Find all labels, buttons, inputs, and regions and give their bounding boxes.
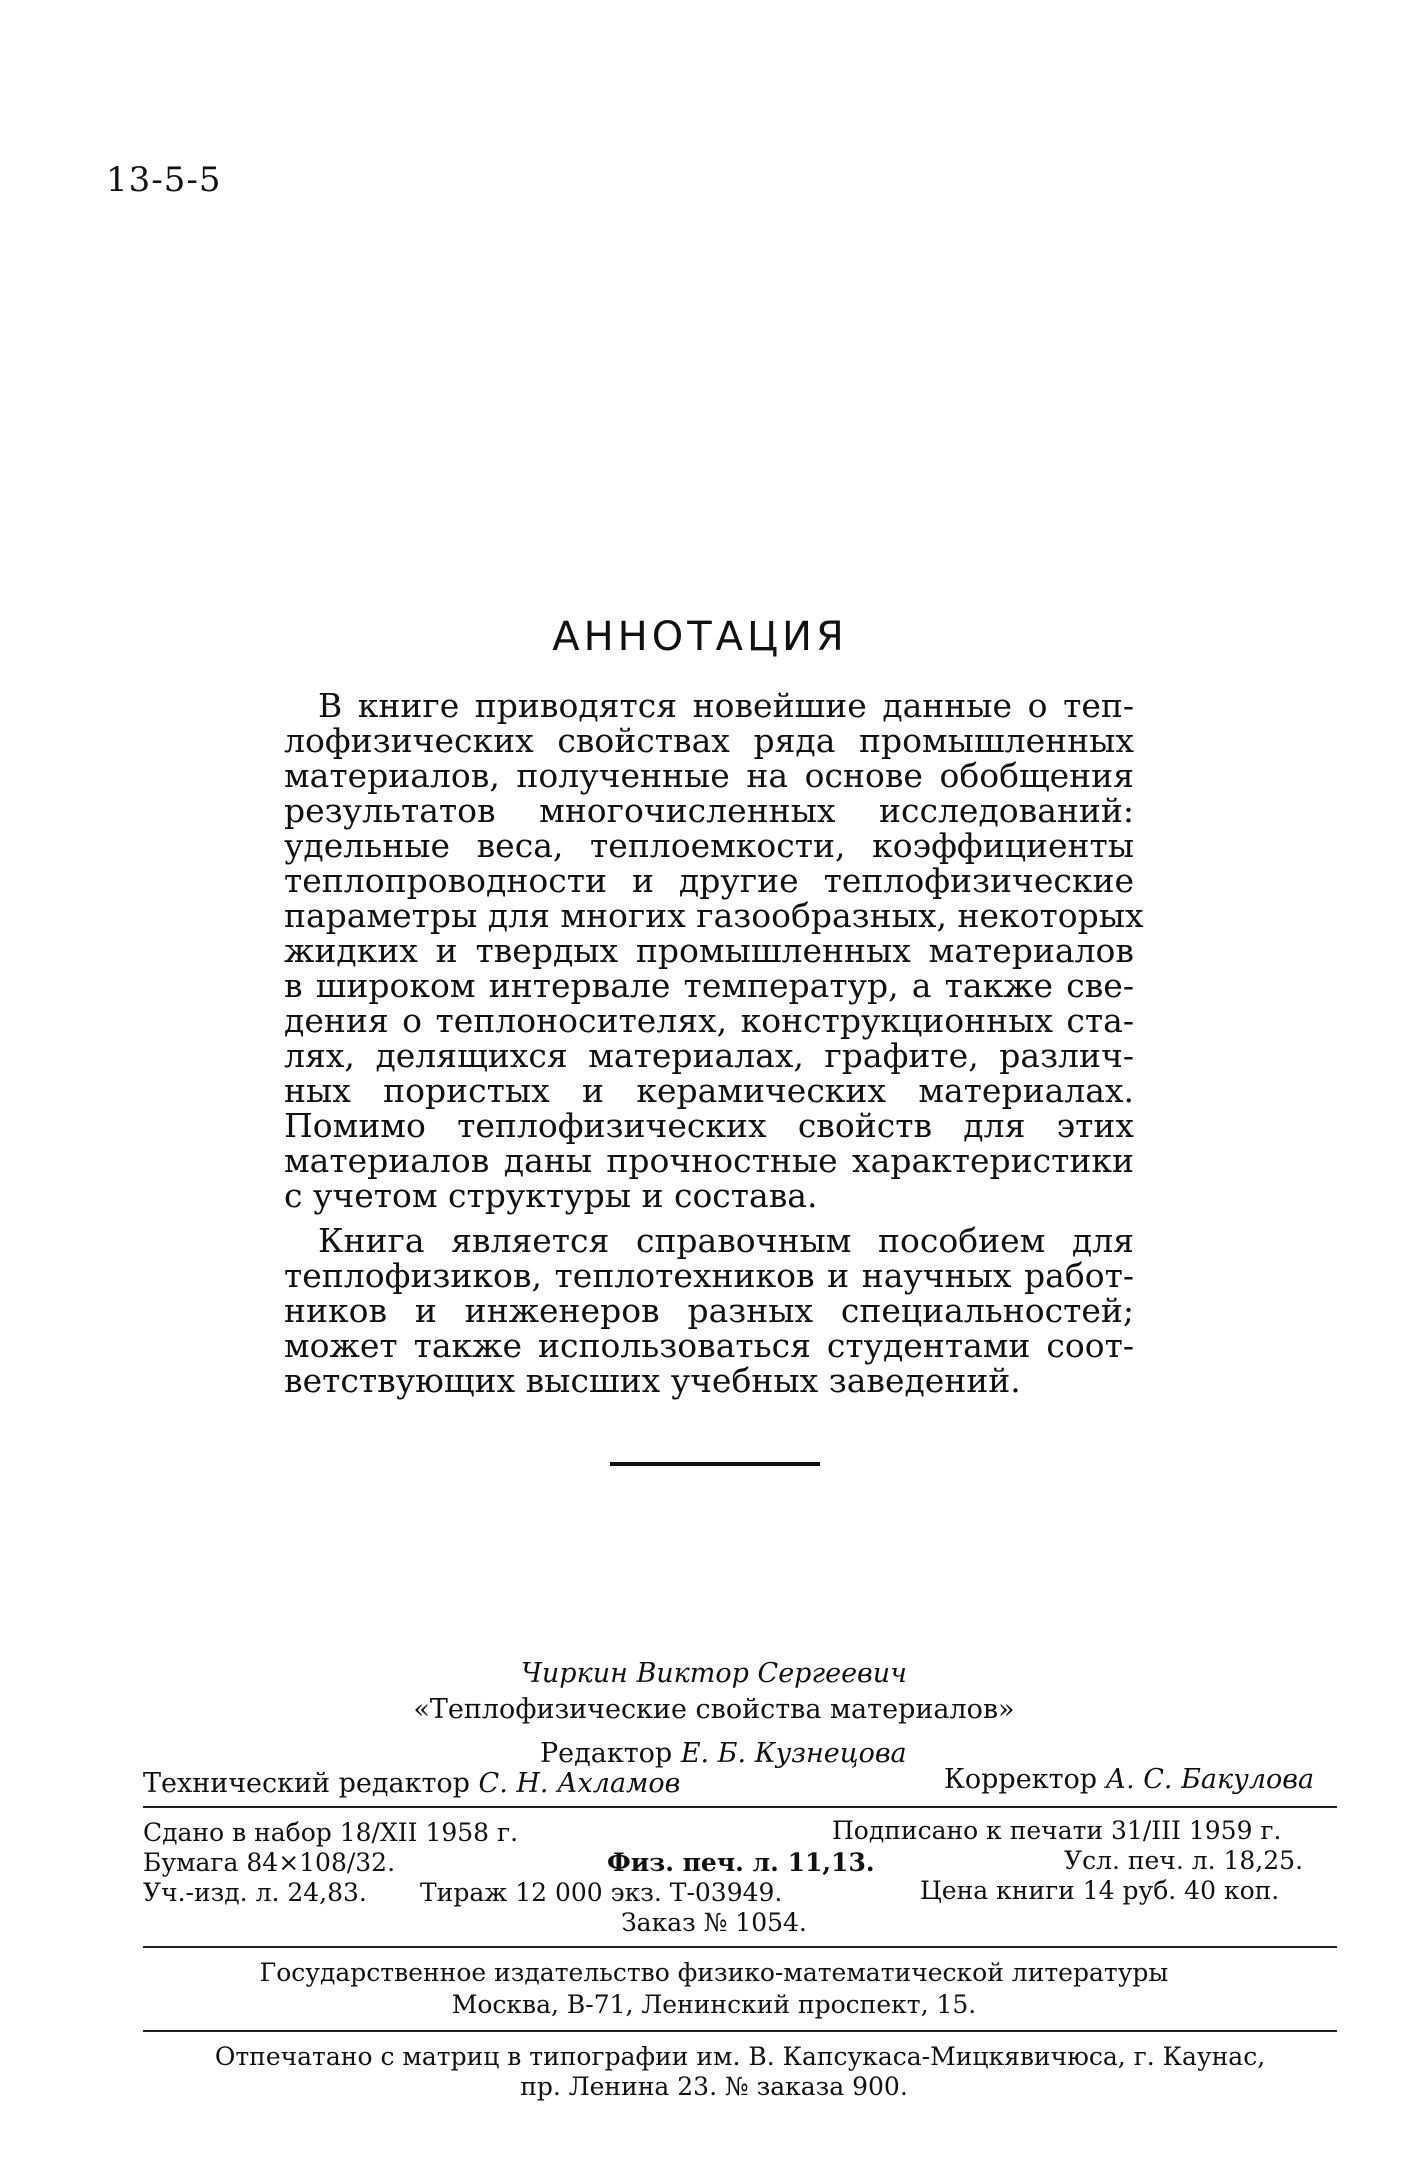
print-run: Тираж 12 000 экз. Т-03949. xyxy=(420,1878,783,1907)
corrector-credit xyxy=(944,1764,1314,1795)
annotation-line: теплофизиков, теплотехников и научных работ- xyxy=(284,1256,1134,1295)
annotation-line: В книге приводятся новейшие данные о теп- xyxy=(318,686,1134,725)
colophon-rule xyxy=(143,2030,1337,2032)
order-number: Заказ № 1054. xyxy=(621,1908,807,1937)
tech-editor-credit xyxy=(143,1768,680,1799)
conditional-sheets: Усл. печ. л. 18,25. xyxy=(1064,1846,1304,1875)
annotation-line: с учетом структуры и состава. xyxy=(284,1176,818,1215)
annotation-line: ных пористых и керамических материалах. xyxy=(284,1071,1134,1110)
colophon-rule xyxy=(143,1806,1337,1808)
annotation-line: материалов, полученные на основе обобщения xyxy=(284,756,1134,795)
annotation-line: Книга является справочным пособием для xyxy=(318,1221,1134,1260)
annotation-line: жидких и твердых промышленных материалов xyxy=(284,931,1134,970)
annotation-line: результатов многочисленных исследований: xyxy=(284,791,1134,830)
annotation-line: материалов даны прочностные характеристики xyxy=(284,1141,1134,1180)
annotation-line: лофизических свойствах ряда промышленных xyxy=(284,721,1134,760)
page-code: 13-5-5 xyxy=(106,160,222,200)
annotation-line: может также использоваться студентами соот- xyxy=(284,1326,1134,1365)
sent-to-type: Сдано в набор 18/XII 1958 г. xyxy=(143,1818,519,1847)
tech-editor-name: С. Н. Ахламов xyxy=(478,1768,681,1799)
paper-format: Бумага 84×108/32. xyxy=(143,1848,396,1877)
publisher-address: Москва, В-71, Ленинский проспект, 15. xyxy=(451,1990,977,2019)
annotation-line: ветствующих высших учебных заведений. xyxy=(284,1361,1021,1400)
publisher-sheets: Уч.-изд. л. 24,83. xyxy=(143,1878,367,1907)
editor-label: Редактор xyxy=(540,1738,673,1769)
editor-name: Е. Б. Кузнецова xyxy=(680,1738,907,1769)
physical-sheets: Физ. печ. л. 11,13. xyxy=(607,1848,875,1877)
annotation-line: ников и инженеров разных специальностей; xyxy=(284,1291,1134,1330)
annotation-line: лях, делящихся материалах, графите, различ- xyxy=(284,1036,1134,1075)
section-divider xyxy=(610,1462,820,1466)
tech-editor-label: Технический редактор xyxy=(143,1768,470,1799)
corrector-name: А. С. Бакулова xyxy=(1105,1764,1315,1795)
author-name: Чиркин Виктор Сергеевич xyxy=(521,1658,907,1689)
annotation-line: параметры для многих газообразных, некоторых xyxy=(284,896,1144,935)
annotation-line: удельные веса, теплоемкости, коэффициенты xyxy=(284,826,1134,865)
annotation-line: Помимо теплофизических свойств для этих xyxy=(284,1106,1134,1145)
signed-to-print: Подписано к печати 31/III 1959 г. xyxy=(832,1816,1282,1845)
book-price: Цена книги 14 руб. 40 коп. xyxy=(920,1876,1280,1905)
annotation-line: теплопроводности и другие теплофизические xyxy=(284,861,1134,900)
book-title: «Теплофизические свойства материалов» xyxy=(413,1694,1015,1725)
colophon-rule xyxy=(143,1946,1337,1948)
editor-credit xyxy=(540,1738,907,1769)
annotation-title: АННОТАЦИЯ xyxy=(552,614,848,660)
printing-house: Отпечатано с матриц в типографии им. В. Капсукаса-Мицкявичюса, г. Каунас, xyxy=(214,2042,1266,2071)
printing-address: пр. Ленина 23. № заказа 900. xyxy=(520,2072,908,2101)
publisher-name: Государственное издательство физико-математической литературы xyxy=(259,1958,1169,1987)
annotation-line: в широком интервале температур, а также све- xyxy=(284,966,1134,1005)
annotation-line: дения о теплоносителях, конструкционных ста- xyxy=(284,1001,1134,1040)
corrector-label: Корректор xyxy=(944,1764,1098,1795)
